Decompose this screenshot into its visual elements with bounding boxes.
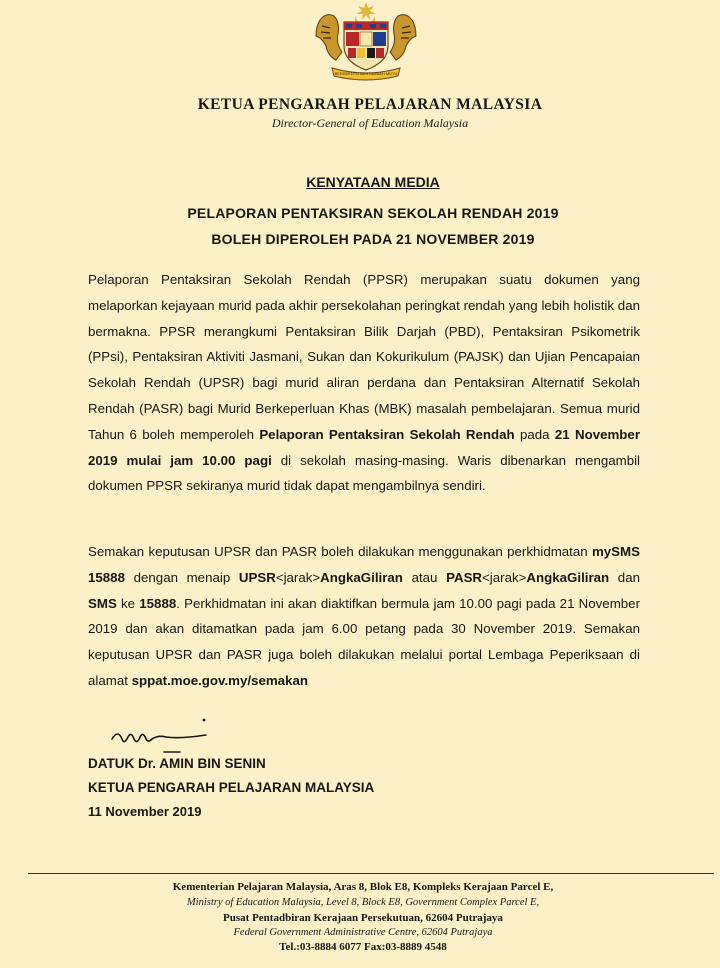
- portal-url: sppat.moe.gov.my/semakan: [131, 672, 308, 688]
- letterhead-title: KETUA PENGARAH PELAJARAN MALAYSIA: [197, 96, 543, 113]
- subject-line-2: BOLEH DIPEROLEH PADA 21 NOVEMBER 2019: [211, 231, 535, 247]
- media-statement-label: KENYATAAN MEDIA: [306, 174, 440, 190]
- handwritten-signature-icon: [108, 713, 228, 755]
- footer-address-line-4: Federal Government Administrative Centre, 62604 Putrajaya: [233, 927, 493, 938]
- footer-address-line-3: Pusat Pentadbiran Kerajaan Persekutuan, 62604 Putrajaya: [223, 912, 503, 924]
- letterhead-subtitle: Director-General of Education Malaysia: [271, 116, 469, 130]
- subject-line-1: PELAPORAN PENTAKSIRAN SEKOLAH RENDAH 2019: [187, 205, 559, 221]
- footer-address-line-2: Ministry of Education Malaysia, Level 8, Block E8, Government Complex Parcel E,: [186, 897, 540, 908]
- statement-date: 11 November 2019: [88, 804, 202, 819]
- malaysia-coat-of-arms-icon: [310, 2, 422, 84]
- footer-divider: [28, 873, 714, 874]
- svg-text:BERSEKUTU BERTAMBAH MUTU: BERSEKUTU BERTAMBAH MUTU: [334, 71, 398, 76]
- signatory-position: KETUA PENGARAH PELAJARAN MALAYSIA: [88, 780, 375, 795]
- paragraph-2: Semakan keputusan UPSR dan PASR boleh dilakukan menggunakan perkhidmatan mySMS 15888 dengan menaip UPSR<jarak>AngkaGiliran atau PASR<jarak>AngkaGiliran dan SMS ke 15888. Perkhidmatan ini akan diaktifkan bermula jam 10.00 pagi pada 21 November 2019 dan akan ditamatkan pada jam 6.00 petang pada 30 November 2019. Semakan keputusan UPSR dan PASR juga boleh dilakukan melalui portal Lembaga Peperiksaan di alamat sppat.moe.gov.my/semakan: [88, 544, 640, 688]
- signatory-name: DATUK Dr. AMIN BIN SENIN: [88, 756, 266, 771]
- footer-address-line-1: Kementerian Pelajaran Malaysia, Aras 8, Blok E8, Kompleks Kerajaan Parcel E,: [172, 881, 554, 893]
- paragraph-1: Pelaporan Pentaksiran Sekolah Rendah (PPSR) merupakan suatu dokumen yang melaporkan kejayaan murid pada akhir persekolahan peringkat rendah yang lebih holistik dan bermakna. PPSR merangkumi Pentaksiran Bilik Darjah (PBD), Pentaksiran Psikometrik (PPsi), Pentaksiran Aktiviti Jasmani, Sukan dan Kokurikulum (PAJSK) dan Ujian Pencapaian Sekolah Rendah (UPSR) bagi murid aliran perdana dan Pentaksiran Alternatif Sekolah Rendah (PASR) bagi Murid Berkeperluan Khas (MBK) masalah pembelajaran. Semua murid Tahun 6 boleh memperoleh Pelaporan Pentaksiran Sekolah Rendah pada 21 November 2019 mulai jam 10.00 pagi di sekolah masing-masing. Waris dibenarkan mengambil dokumen PPSR sekiranya murid tidak dapat mengambilnya sendiri.: [88, 272, 641, 494]
- footer-contact-numbers: Tel.:03-8884 6077 Fax:03-8889 4548: [279, 941, 447, 953]
